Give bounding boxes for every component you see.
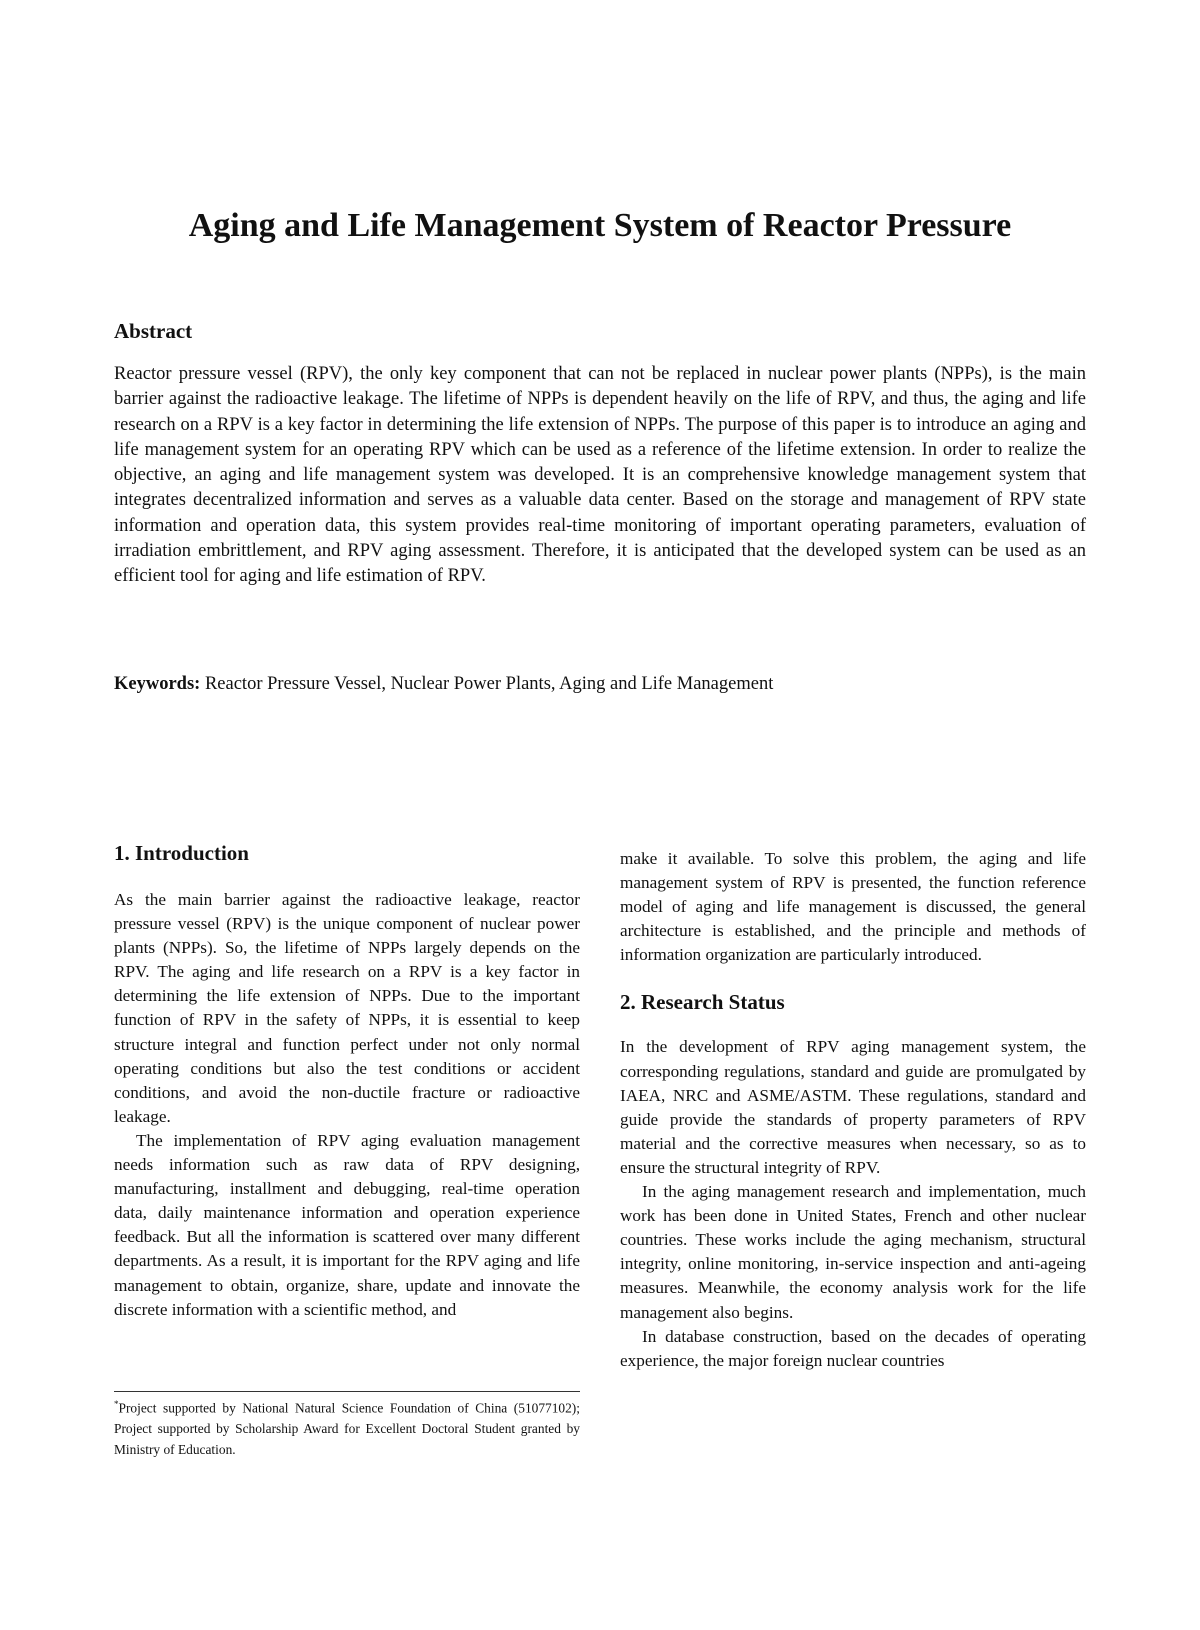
paper-title: Aging and Life Management System of Reactor Pressure: [188, 207, 1012, 244]
status-paragraph-3: In database construction, based on the decades of operating experience, the major foreign nuclear countries: [620, 1326, 1086, 1370]
keywords-label: Keywords:: [114, 674, 201, 694]
intro-paragraph-1: As the main barrier against the radioactive leakage, reactor pressure vessel (RPV) is the unique component of nuclear power plants (NPPs). So, the lifetime of NPPs largely depends on the RPV. The aging and life research on a RPV is a key factor in determining the life extension of NPPs. Due to the important function of RPV in the safety of NPPs, it is essential to keep structure integral and function perfect under not only normal operating conditions but also the test conditions or accident conditions, and avoid the non-ductile fracture or radioactive leakage.: [114, 890, 580, 1126]
intro-paragraph-3: make it available. To solve this problem, the aging and life management system of RPV is presented, the function reference model of aging and life management is discussed, the general architecture is established, and the principle and methods of information organization are particularly introduced.: [620, 849, 1086, 965]
intro-paragraph-2: The implementation of RPV aging evaluation management needs information such as raw data of RPV designing, manufacturing, installment and debugging, real-time operation data, daily maintenance information and operation experience feedback. But all the information is scattered over many different departments. As a result, it is important for the RPV aging and life management to obtain, organize, share, update and innovate the discrete information with a scientific method, and: [114, 1130, 580, 1319]
keywords-list: Reactor Pressure Vessel, Nuclear Power Plants, Aging and Life Management: [204, 674, 774, 694]
section-heading-introduction: 1. Introduction: [114, 841, 249, 865]
left-column: [114, 840, 580, 1322]
right-column: [620, 847, 1086, 1373]
footnote-text: Project supported by National Natural Science Foundation of China (51077102); Project supported by Scholarship Award for Excellent Doctoral Student granted by Ministry of Education.: [114, 1400, 580, 1458]
footnote: [114, 1394, 580, 1460]
abstract-text: Reactor pressure vessel (RPV), the only key component that can not be replaced in nuclear power plants (NPPs), is the main barrier against the radioactive leakage. The lifetime of NPPs is dependent heavily on the life of RPV, and thus, the aging and life research on a RPV is a key factor in determining the life extension of NPPs. The purpose of this paper is to introduce an aging and life management system for an operating RPV which can be used as a reference of the lifetime extension. In order to realize the objective, an aging and life management system was developed. It is an comprehensive knowledge management system that integrates decentralized information and serves as a valuable data center. Based on the storage and management of RPV state information and operation data, this system provides real-time monitoring of important operating parameters, evaluation of irradiation embrittlement, and RPV aging assessment. Therefore, it is anticipated that the developed system can be used as an efficient tool for aging and life estimation of RPV.: [114, 364, 1086, 587]
footnote-divider: [114, 1391, 580, 1392]
status-paragraph-1: In the development of RPV aging management system, the corresponding regulations, standard and guide are promulgated by IAEA, NRC and ASME/ASTM. These regulations, standard and guide provide the standards of property parameters of RPV material and the corrective measures when necessary, so as to ensure the structural integrity of RPV.: [620, 1037, 1086, 1177]
footnote-marker: *: [114, 1399, 119, 1409]
status-paragraph-2: In the aging management research and implementation, much work has been done in United States, French and other nuclear countries. These works include the aging mechanism, structural integrity, online monitoring, in-service inspection and anti-ageing measures. Meanwhile, the economy analysis work for the life management also begins.: [620, 1182, 1086, 1322]
abstract-heading: Abstract: [114, 319, 193, 343]
keywords: [114, 672, 1086, 697]
section-heading-research-status: 2. Research Status: [620, 990, 785, 1015]
